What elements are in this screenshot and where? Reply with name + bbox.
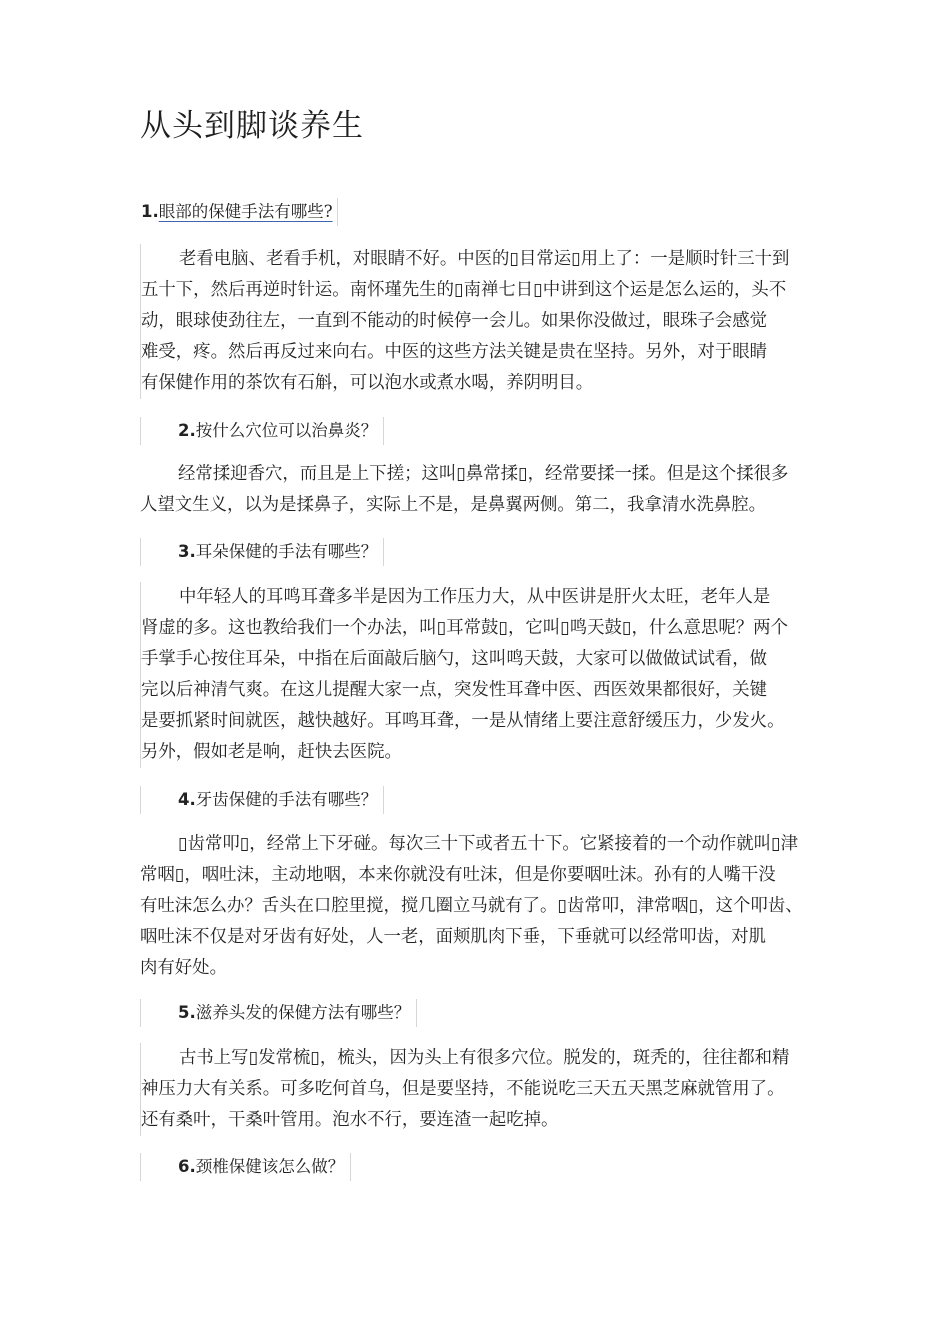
paragraph-line: 古书上写▯发常梳▯，梳头，因为头上有很多穴位。脱发的，斑秃的，往往都和精 [179, 1048, 790, 1068]
section-heading-2: 2.按什么穴位可以治鼻炎？ [140, 417, 384, 445]
paragraph-line: 常咽▯，咽吐沫，主动地咽，本来你就没有吐沫，但是你要咽吐沫。孙有的人嘴干没 [140, 865, 776, 885]
paragraph-line: 完以后神清气爽。在这儿提醒大家一点，突发性耳聋中医、西医效果都很好，关键 [141, 680, 768, 700]
section-paragraph-1 [140, 244, 813, 399]
paragraph-line: 肉有好处。 [140, 958, 227, 978]
paragraph-line: 是要抓紧时间就医，越快越好。耳鸣耳聋，一是从情绪上要注意舒缓压力，少发火。 [141, 711, 785, 731]
section-heading-4: 4.牙齿保健的手法有哪些？ [140, 786, 384, 814]
paragraph-line: 肾虚的多。这也教给我们一个办法，叫▯耳常鼓▯，它叫▯鸣天鼓▯，什么意思呢？两个 [141, 618, 788, 638]
section-heading-6: 6.颈椎保健该怎么做？ [140, 1153, 351, 1181]
section-paragraph-2 [140, 459, 812, 521]
document-title: 从头到脚谈养生 [140, 108, 364, 144]
paragraph-line: 咽吐沫不仅是对牙齿有好处，人一老，面颊肌肉下垂，下垂就可以经常叩齿，对肌 [140, 927, 767, 947]
paragraph-line: 人望文生义，以为是揉鼻子，实际上不是，是鼻翼两侧。第二，我拿清水洗鼻腔。 [140, 495, 767, 515]
paragraph-line: 手掌手心按住耳朵，中指在后面敲后脑勺，这叫鸣天鼓，大家可以做做试试看，做 [141, 649, 768, 669]
paragraph-line: 难受，疼。然后再反过来向右。中医的这些方法关键是贵在坚持。另外，对于眼睛 [141, 342, 768, 362]
paragraph-line: 有保健作用的茶饮有石斛，可以泡水或煮水喝，养阴明目。 [141, 373, 594, 393]
paragraph-line: ▯齿常叩▯，经常上下牙碰。每次三十下或者五十下。它紧接着的一个动作就叫▯津 [178, 834, 798, 854]
section-paragraph-5 [140, 1043, 813, 1136]
paragraph-line: 动，眼球使劲往左，一直到不能动的时候停一会儿。如果你没做过，眼珠子会感觉 [141, 311, 768, 331]
section-heading-3: 3.耳朵保健的手法有哪些？ [140, 538, 384, 566]
section-paragraph-4 [140, 829, 812, 984]
paragraph-line: 中年轻人的耳鸣耳聋多半是因为工作压力大，从中医讲是肝火太旺，老年人是 [179, 587, 771, 607]
paragraph-line: 还有桑叶，干桑叶管用。泡水不行，要连渣一起吃掉。 [141, 1110, 559, 1130]
section-heading-5: 5.滋养头发的保健方法有哪些？ [140, 999, 417, 1027]
paragraph-line: 经常揉迎香穴，而且是上下搓；这叫▯鼻常揉▯，经常要揉一揉。但是这个揉很多 [178, 464, 789, 484]
paragraph-line: 有吐沫怎么办？舌头在口腔里搅，搅几圈立马就有了。▯齿常叩，津常咽▯，这个叩齿、 [140, 896, 803, 916]
paragraph-line: 五十下，然后再逆时针运。南怀瑾先生的▯南禅七日▯中讲到这个运是怎么运的，头不 [141, 280, 787, 300]
paragraph-line: 神压力大有关系。可多吃何首乌，但是要坚持，不能说吃三天五天黑芝麻就管用了。 [141, 1079, 785, 1099]
paragraph-line: 老看电脑、老看手机，对眼睛不好。中医的▯目常运▯用上了：一是顺时针三十到 [179, 249, 790, 269]
paragraph-line: 另外，假如老是响，赶快去医院。 [141, 742, 402, 762]
section-heading-1: 1.眼部的保健手法有哪些? [140, 198, 338, 226]
section-paragraph-3 [140, 582, 813, 768]
